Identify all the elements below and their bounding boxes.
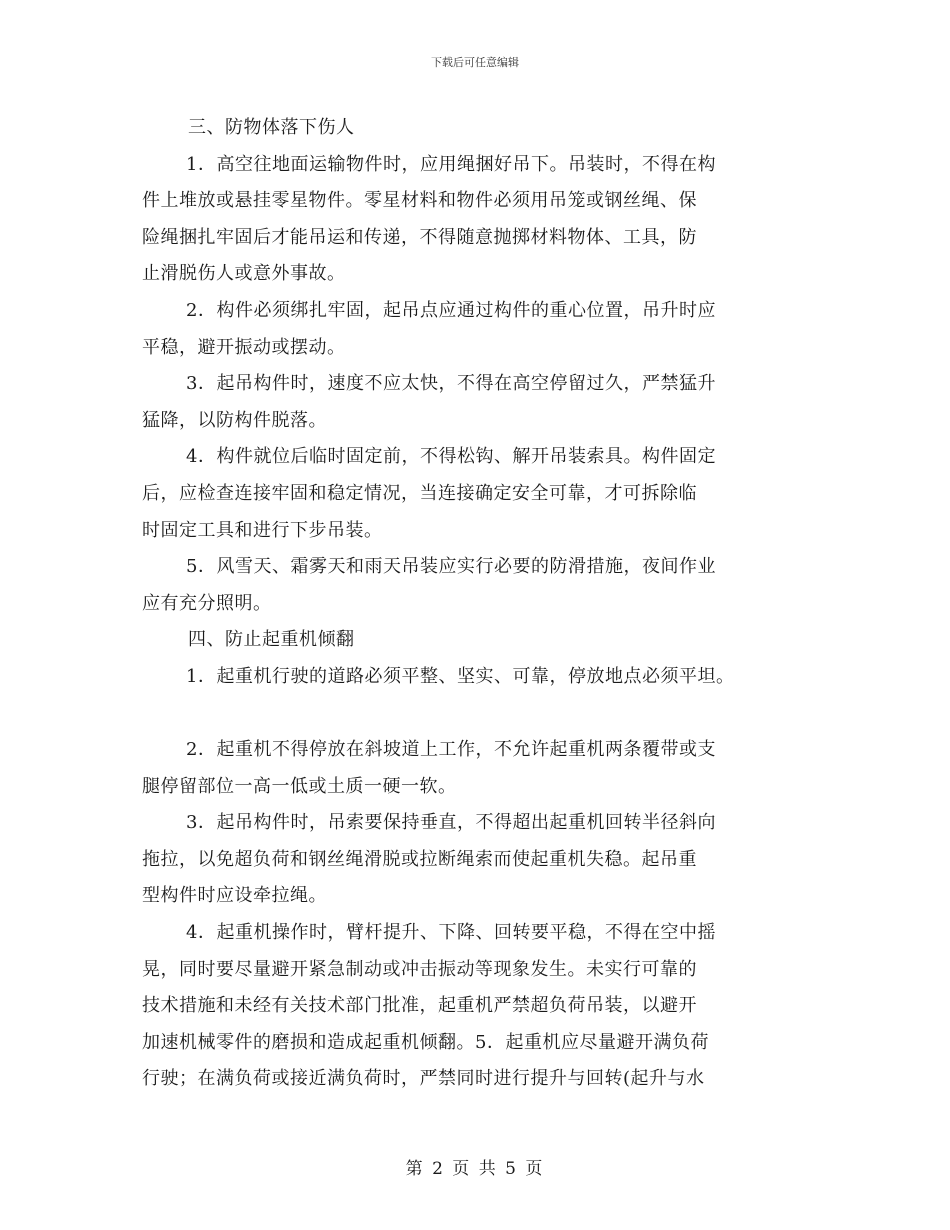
text-line: 晃，同时要尽量避开紧急制动或冲击振动等现象发生。未实行可靠的 (142, 958, 697, 980)
text-line: 件上堆放或悬挂零星物件。零星材料和物件必须用吊笼或钢丝绳、保 (142, 190, 697, 212)
page-header: 下载后可任意编辑 (431, 56, 519, 69)
text-line: 2．起重机不得停放在斜坡道上工作，不允许起重机两条覆带或支 (186, 739, 716, 761)
text-line: 2．构件必须绑扎牢固，起吊点应通过构件的重心位置，吊升时应 (186, 299, 716, 321)
text-line: 4．构件就位后临时固定前，不得松钩、解开吊装索具。构件固定 (186, 446, 716, 468)
text-line: 平稳，避开振动或摆动。 (142, 336, 346, 358)
text-line: 1．高空往地面运输物件时，应用绳捆好吊下。吊装时，不得在构 (186, 153, 716, 175)
text-line: 3．起吊构件时，吊索要保持垂直，不得超出起重机回转半径斜向 (186, 812, 716, 834)
text-line: 时固定工具和进行下步吊装。 (142, 519, 383, 541)
document-body (142, 110, 818, 1098)
text-line: 行驶；在满负荷或接近满负荷时，严禁同时进行提升与回转(起升与水 (142, 1068, 705, 1090)
text-line: 止滑脱伤人或意外事故。 (142, 263, 346, 285)
text-line: 型构件时应设牵拉绳。 (142, 885, 327, 907)
section-heading: 四、防止起重机倾翻 (188, 629, 355, 651)
text-line: 险绳捆扎牢固后才能吊运和传递，不得随意抛掷材料物体、工具，防 (142, 226, 697, 248)
page-footer: 第 2 页 共 5 页 (405, 1159, 545, 1179)
text-line: 4．起重机操作时，臂杆提升、下降、回转要平稳，不得在空中摇 (186, 922, 716, 944)
text-line: 技术措施和未经有关技术部门批准，起重机严禁超负荷吊装，以避开 (142, 995, 697, 1017)
text-line: 3．起吊构件时，速度不应太快，不得在高空停留过久，严禁猛升 (186, 373, 716, 395)
section-heading: 三、防物体落下伤人 (188, 117, 355, 138)
text-line: 应有充分照明。 (142, 592, 272, 614)
text-line: 加速机械零件的磨损和造成起重机倾翻。5．起重机应尽量避开满负荷 (142, 1031, 709, 1053)
text-line: 后，应检查连接牢固和稳定情况，当连接确定安全可靠，才可拆除临 (142, 482, 697, 504)
text-line: 腿停留部位一高一低或土质一硬一软。 (142, 775, 457, 797)
blank-line (142, 696, 818, 733)
text-line: 5．风雪天、霜雾天和雨天吊装应实行必要的防滑措施，夜间作业 (186, 556, 716, 578)
text-line: 1．起重机行驶的道路必须平整、坚实、可靠，停放地点必须平坦。 (186, 665, 735, 687)
text-line: 猛降，以防构件脱落。 (142, 409, 327, 431)
text-line: 拖拉，以免超负荷和钢丝绳滑脱或拉断绳索而使起重机失稳。起吊重 (142, 848, 697, 870)
